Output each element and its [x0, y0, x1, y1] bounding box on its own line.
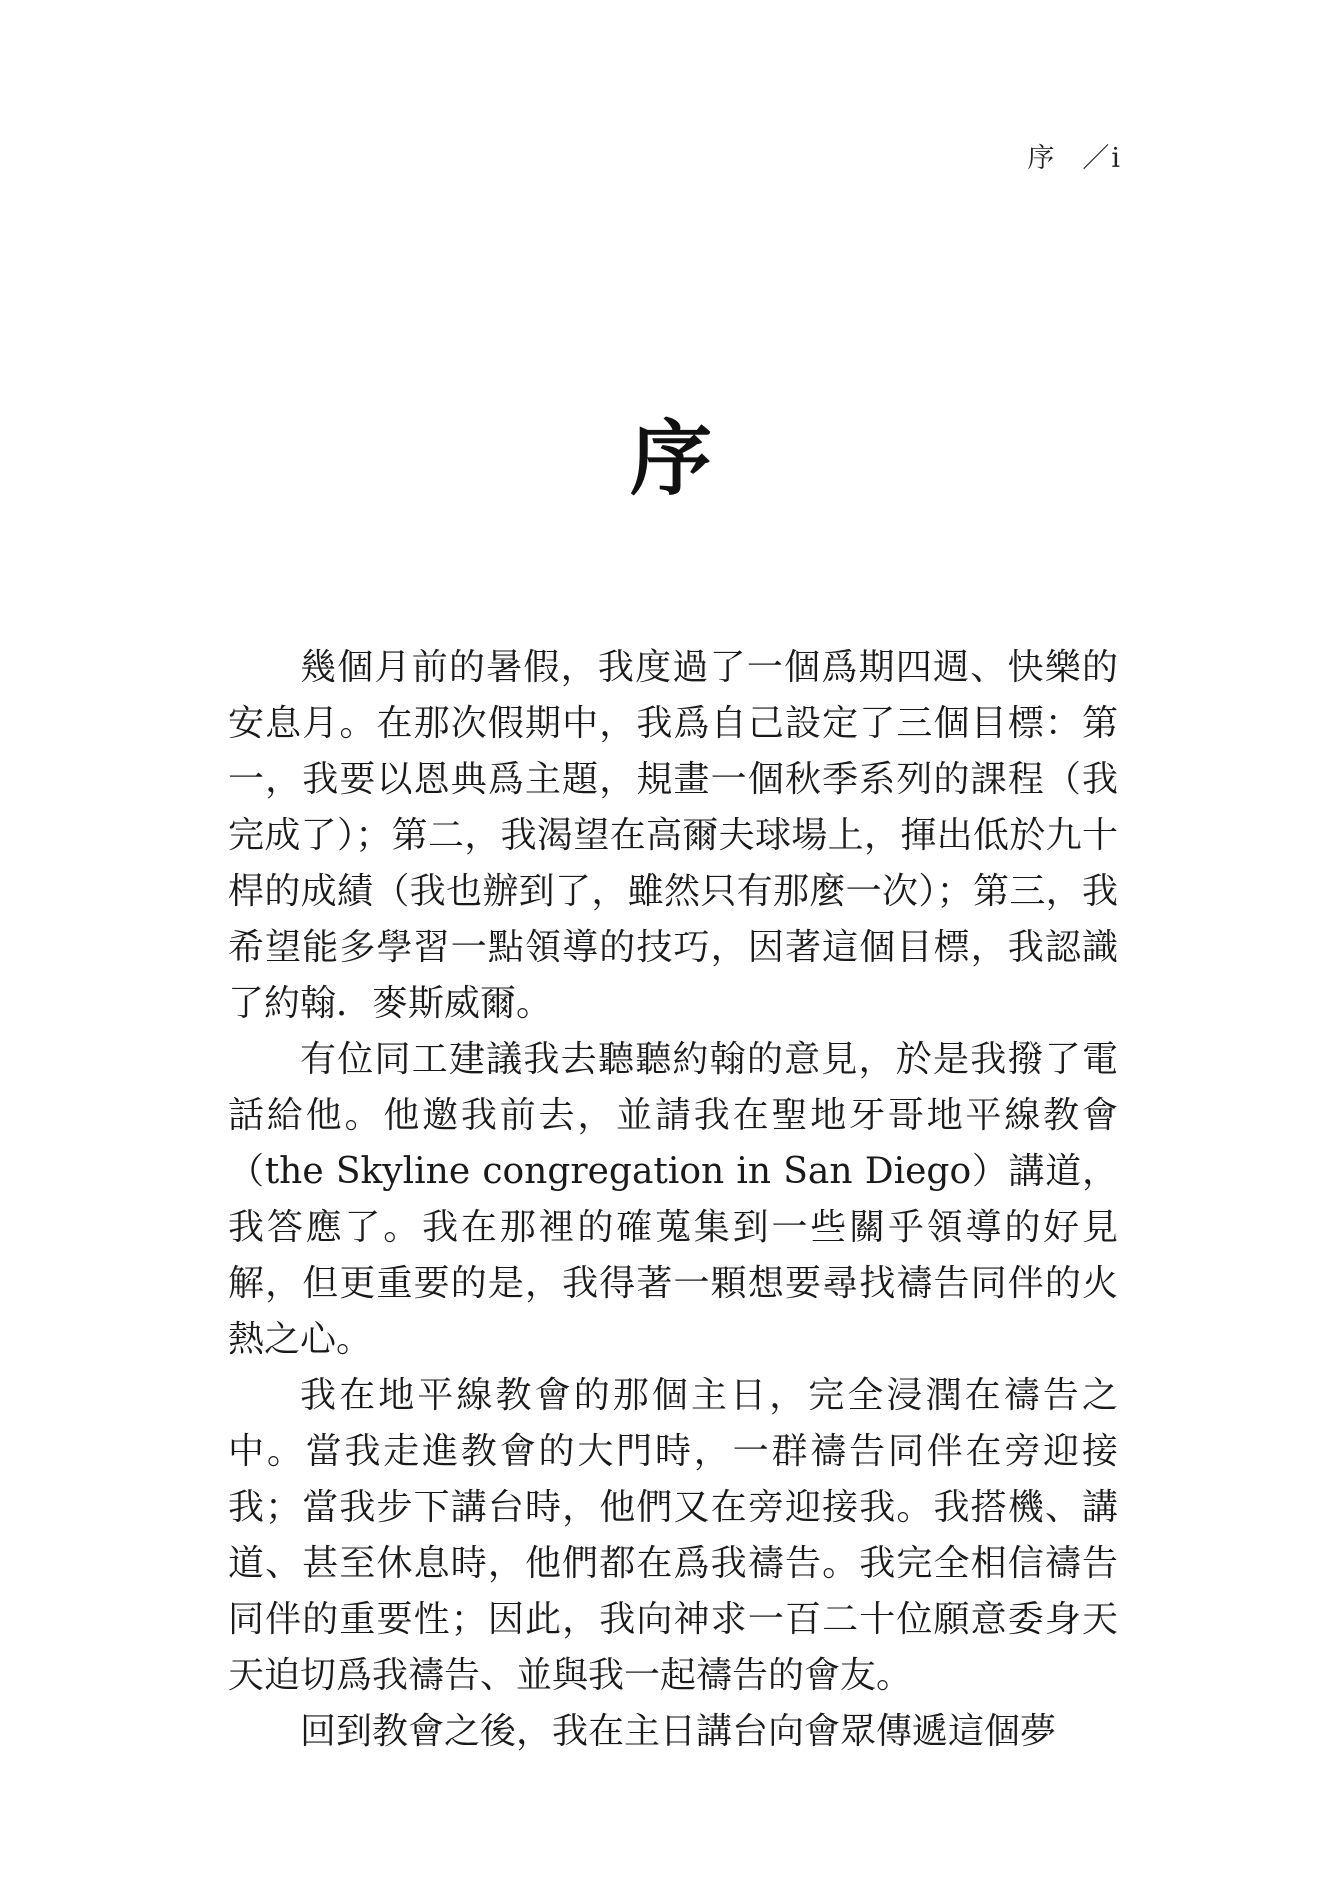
- chapter-title: 序: [629, 411, 712, 507]
- running-header-section: 序: [1027, 143, 1057, 174]
- page-number: ／i: [1082, 143, 1122, 174]
- paragraph-3: 我在地平線教會的那個主日，完全浸潤在禱告之中。當我走進教會的大門時，一群禱告同伴在旁迎接我；當我步下講台時，他們又在旁迎接我。我搭機、講道、甚至休息時，他們都在爲我禱告。我完全相信禱告同伴的重要性；因此，我向神求一百二十位願意委身天天迫切爲我禱告、並與我一起禱告的會友。: [228, 1375, 1118, 1696]
- paragraph-4: 回到教會之後，我在主日講台向會眾傳遞這個夢: [300, 1711, 1057, 1752]
- body-text: [228, 640, 1118, 1760]
- paragraph-2: 有位同工建議我去聽聽約翰的意見，於是我撥了電話給他。他邀我前去，並請我在聖地牙哥地平線教會（the Skyline congregation in San Diego）講道，我答應了。我在那裡的確蒐集到一些關乎領導的好見解，但更重要的是，我得著一顆想要尋找禱告同伴的火熱之心。: [228, 1039, 1118, 1360]
- paragraph-1: 幾個月前的暑假，我度過了一個爲期四週、快樂的安息月。在那次假期中，我爲自己設定了三個目標：第一，我要以恩典爲主題，規畫一個秋季系列的課程（我完成了）；第二，我渴望在高爾夫球場上，揮出低於九十桿的成績（我也辦到了，雖然只有那麼一次）；第三，我希望能多學習一點領導的技巧，因著這個目標，我認識了約翰．麥斯威爾。: [228, 647, 1118, 1024]
- running-header: [1027, 136, 1122, 175]
